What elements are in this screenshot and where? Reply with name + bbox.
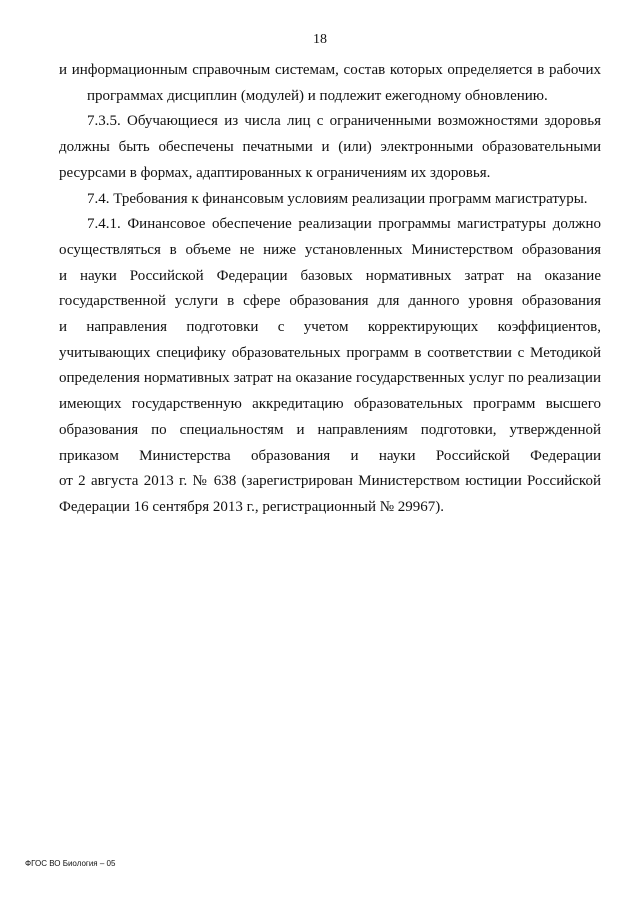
paragraph-7-3-5 [59, 109, 601, 186]
text-line: и направления подготовки с учетом корректирующих коэффициентов, [59, 319, 601, 336]
text-line: 7.4.1. Финансовое обеспечение реализации программы магистратуры должно [87, 216, 601, 233]
text-line: должны быть обеспечены печатными и (или) электронными образовательными [59, 139, 601, 156]
text-line: государственной услуги в сфере образования для данного уровня образования [59, 293, 601, 310]
section-heading-line: 7.4. Требования к финансовым условиям реализации программ магистратуры. [87, 190, 588, 207]
text-line: и информационным справочным системам, состав которых определяется в рабочих [59, 62, 601, 78]
text-line: от 2 августа 2013 г. № 638 (зарегистрирован Министерством юстиции Российской [59, 473, 601, 490]
text-line: определения нормативных затрат на оказание государственных услуг по реализации [59, 370, 601, 387]
page-number: 18 [313, 32, 327, 47]
paragraph-7-4 [59, 187, 601, 213]
text-line: приказом Министерства образования и науки Российской Федерации [59, 447, 601, 464]
text-line: имеющих государственную аккредитацию образовательных программ высшего [59, 396, 601, 413]
document-body [59, 58, 601, 521]
text-line: ресурсами в формах, адаптированных к ограничениям их здоровья. [59, 164, 491, 181]
paragraph-7-4-1 [59, 212, 601, 520]
text-line: осуществляться в объеме не ниже установленных Министерством образования [59, 241, 601, 258]
text-line: программах дисциплин (модулей) и подлежит ежегодному обновлению. [87, 87, 548, 104]
text-line: образования по специальностям и направлениям подготовки, утвержденной [59, 421, 601, 438]
text-line: 7.3.5. Обучающиеся из числа лиц с ограниченными возможностями здоровья [87, 113, 601, 130]
text-line: учитывающих специфику образовательных программ в соответствии с Методикой [59, 344, 601, 361]
document-footer: ФГОС ВО Биология – 05 [25, 859, 116, 868]
paragraph-continuation [59, 58, 601, 109]
text-line: и науки Российской Федерации базовых нормативных затрат на оказание [59, 267, 601, 284]
text-line: Федерации 16 сентября 2013 г., регистрационный № 29967). [59, 498, 445, 515]
